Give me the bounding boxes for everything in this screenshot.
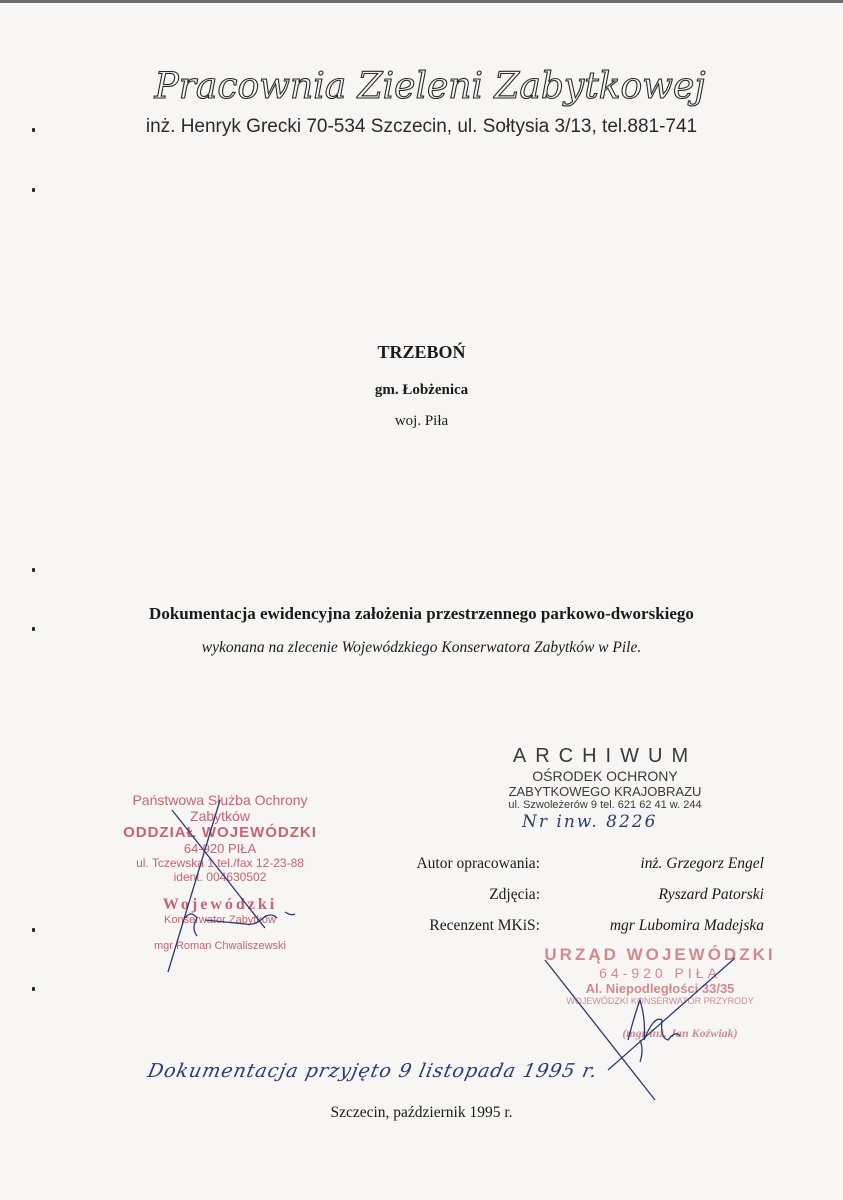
place-title: TRZEBOŃ	[377, 342, 466, 362]
credit-value: inż. Grzegorz Engel	[640, 855, 764, 872]
stamp-line: mgr Roman Chwaliszewski	[153, 940, 287, 952]
stamp-line: 64-920 PIŁA	[599, 965, 721, 981]
archive-stamp-line: ul. Szwoleżerów 9 tel. 621 62 41 w. 244	[508, 799, 702, 811]
stamp-line: WOJEWÓDZKI KONSERWATOR PRZYRODY	[566, 996, 754, 1006]
stamp-line: Wojewódzki	[162, 896, 278, 913]
document-heading: Dokumentacja ewidencyjna założenia przestrzennego parkowo-dworskiego	[149, 604, 694, 623]
archive-stamp-line: ZABYTKOWEGO KRAJOBRAZU	[508, 784, 702, 799]
archive-stamp-line: OŚRODEK OCHRONY	[532, 768, 678, 784]
voivodeship: woj. Piła	[394, 413, 449, 429]
handwritten-acceptance-note: Dokumentacja przyjęto 9 listopada 1995 r.	[145, 1060, 600, 1082]
credit-label: Zdjęcia:	[489, 886, 540, 903]
place-date-footer: Szczecin, październik 1995 r.	[330, 1104, 513, 1121]
archive-stamp-head: ARCHIWUM	[512, 745, 698, 767]
letterhead-address: inż. Henryk Grecki 70-534 Szczecin, ul. Sołtysia 3/13, tel.881-741	[145, 116, 698, 137]
document-subheading: wykonana na zlecenie Wojewódzkiego Konserwatora Zabytków w Pile.	[201, 639, 642, 656]
inventory-number: Nr inw. 8226	[522, 812, 658, 832]
stamp-line: Państwowa Służba Ochrony Zabytków	[132, 792, 308, 824]
municipality: gm. Łobżenica	[374, 382, 469, 398]
credit-label: Recenzent MKiS:	[429, 917, 540, 934]
studio-logo-text: Pracownia Zieleni Zabytkowej	[154, 66, 706, 107]
stamp-line: 64-920 PIŁA	[183, 841, 257, 856]
stamp-line: (mgr inż. Jan Koźwiak)	[622, 1026, 738, 1040]
stamp-line: ul. Tczewska 1 tel./fax 12-23-88	[136, 856, 304, 870]
credit-value: mgr Lubomira Madejska	[609, 917, 764, 934]
credit-label: Autor opracowania:	[416, 855, 540, 872]
signature-left	[168, 800, 295, 972]
credit-value: Ryszard Patorski	[658, 886, 764, 903]
stamp-line: Konserwator Zabytków	[164, 914, 276, 926]
stamp-line: ODDZIAŁ WOJEWÓDZKI	[123, 824, 317, 841]
stamp-line: Al. Niepodległości 33/35	[585, 981, 735, 996]
stamp-line: ident. 004630502	[173, 870, 267, 884]
stamp-line: URZĄD WOJEWÓDZKI	[544, 945, 776, 964]
